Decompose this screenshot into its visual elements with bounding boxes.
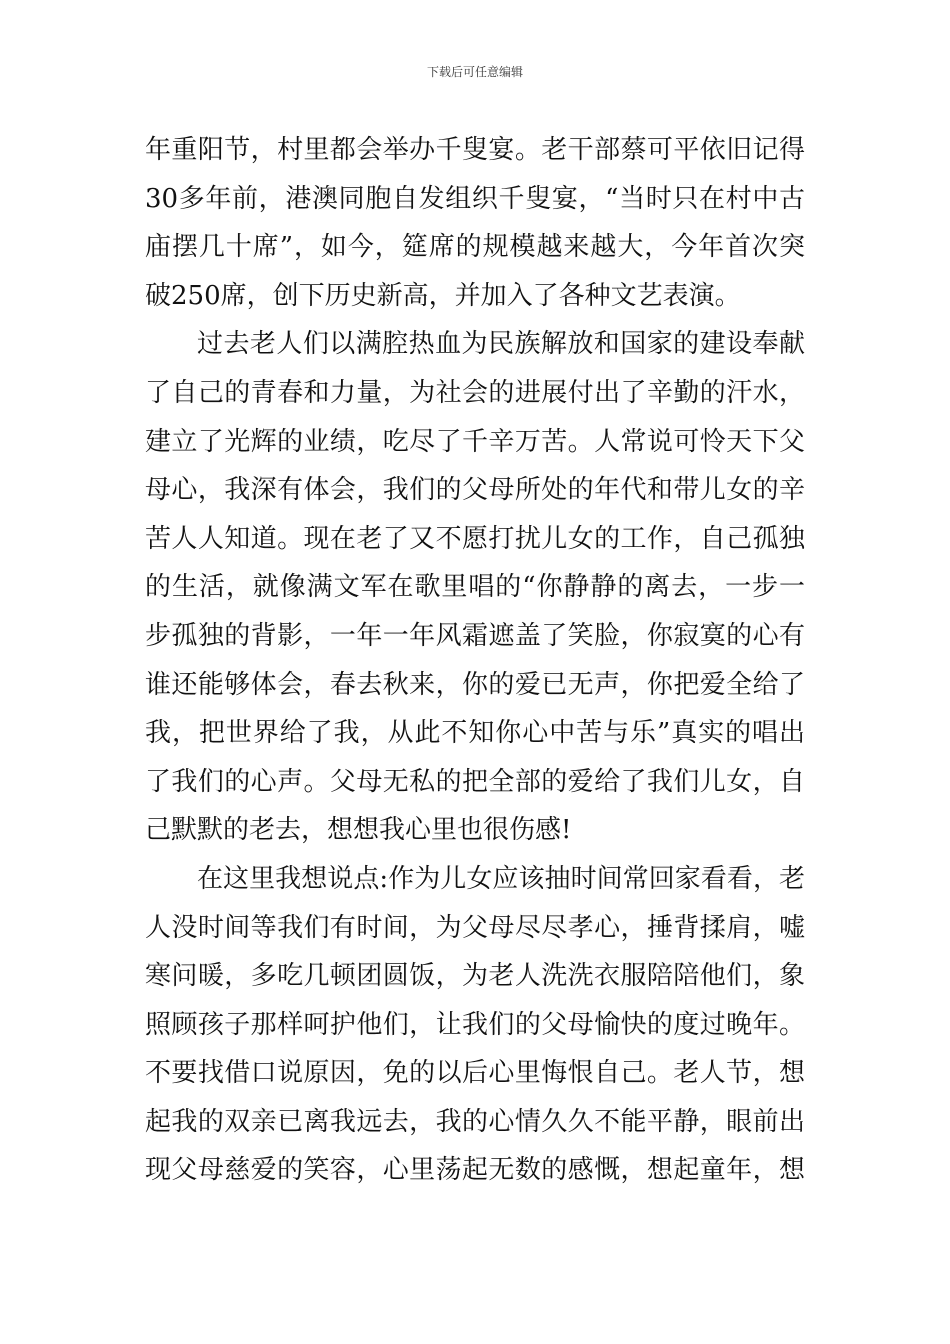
- text-line: 的生活，就像满文军在歌里唱的“你静静的离去，一步一: [145, 572, 805, 603]
- text-line: 母心，我深有体会，我们的父母所处的年代和带儿女的辛: [145, 475, 805, 506]
- text-line: 己默默的老去，想想我心里也很伤感!: [145, 815, 572, 846]
- text-line: 寒问暖，多吃几顿团圆饭，为老人洗洗衣服陪陪他们，象: [145, 961, 805, 992]
- text-line: 了我们的心声。父母无私的把全部的爱给了我们儿女，自: [145, 766, 805, 797]
- text-line: 在这里我想说点:作为儿女应该抽时间常回家看看，老: [197, 863, 805, 894]
- text-line: 30多年前，港澳同胞自发组织千叟宴，“当时只在村中古: [145, 183, 805, 214]
- text-line: 步孤独的背影，一年一年风霜遮盖了笑脸，你寂寞的心有: [145, 620, 805, 651]
- body-text: [145, 130, 805, 1199]
- text-line: 过去老人们以满腔热血为民族解放和国家的建设奉献: [197, 329, 805, 360]
- page-header: 下载后可任意编辑: [426, 65, 523, 79]
- text-line: 我，把世界给了我，从此不知你心中苦与乐”真实的唱出: [145, 718, 805, 749]
- text-line: 年重阳节，村里都会举办千叟宴。老干部蔡可平依旧记得: [145, 135, 805, 165]
- text-line: 了自己的青春和力量，为社会的进展付出了辛勤的汗水，: [145, 377, 805, 408]
- text-line: 苦人人知道。现在老了又不愿打扰儿女的工作，自己孤独: [145, 523, 805, 554]
- text-line: 人没时间等我们有时间，为父母尽尽孝心，捶背揉肩，嘘: [145, 912, 805, 943]
- text-line: 建立了光辉的业绩，吃尽了千辛万苦。人常说可怜天下父: [145, 426, 805, 457]
- text-line: 谁还能够体会，春去秋来，你的爱已无声，你把爱全给了: [145, 669, 805, 700]
- text-line: 破250席，创下历史新高，并加入了各种文艺表演。: [145, 280, 741, 311]
- text-line: 不要找借口说原因，免的以后心里悔恨自己。老人节，想: [145, 1058, 805, 1089]
- text-line: 起我的双亲已离我远去，我的心情久久不能平静，眼前出: [145, 1106, 805, 1137]
- text-line: 照顾孩子那样呵护他们，让我们的父母愉快的度过晚年。: [145, 1009, 805, 1040]
- text-line: 庙摆几十席”，如今，筵席的规模越来越大，今年首次突: [145, 232, 805, 263]
- text-line: 现父母慈爱的笑容，心里荡起无数的感慨，想起童年，想: [145, 1155, 805, 1186]
